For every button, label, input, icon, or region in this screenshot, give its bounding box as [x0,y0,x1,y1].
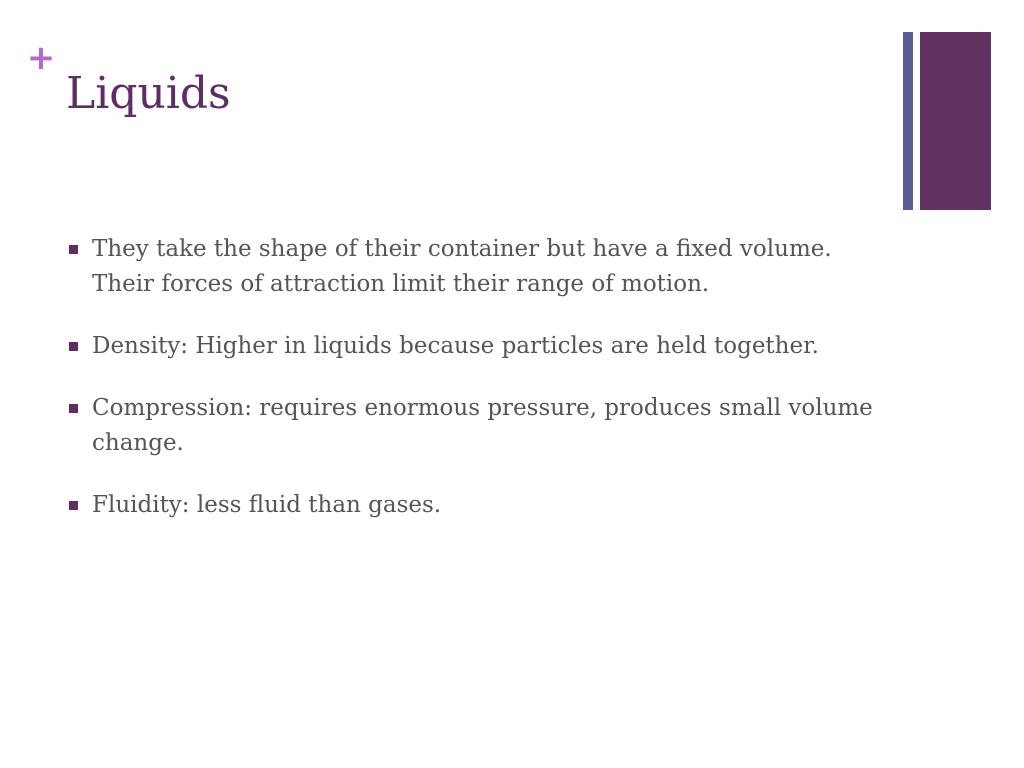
bullet-item-fluidity [66,488,896,523]
square-bullet-icon [69,245,78,254]
square-bullet-icon [69,501,78,510]
plus-logo-icon: + [26,38,56,78]
accent-bar-wide [920,32,991,210]
bullet-item-compression [66,391,896,461]
bullet-text: They take the shape of their container but have a fixed volume. Their forces of attraction limit their range of motion. [92,236,832,297]
bullet-item-shape [66,232,896,302]
square-bullet-icon [69,342,78,351]
bullet-list [66,232,896,550]
bullet-text: Fluidity: less fluid than gases. [92,492,442,518]
square-bullet-icon [69,404,78,413]
bullet-item-density [66,329,896,364]
bullet-text: Density: Higher in liquids because particles are held together. [92,333,819,359]
bullet-text: Compression: requires enormous pressure, produces small volume change. [92,395,873,456]
slide-title: Liquids [66,68,231,119]
accent-bar-thin [903,32,913,210]
